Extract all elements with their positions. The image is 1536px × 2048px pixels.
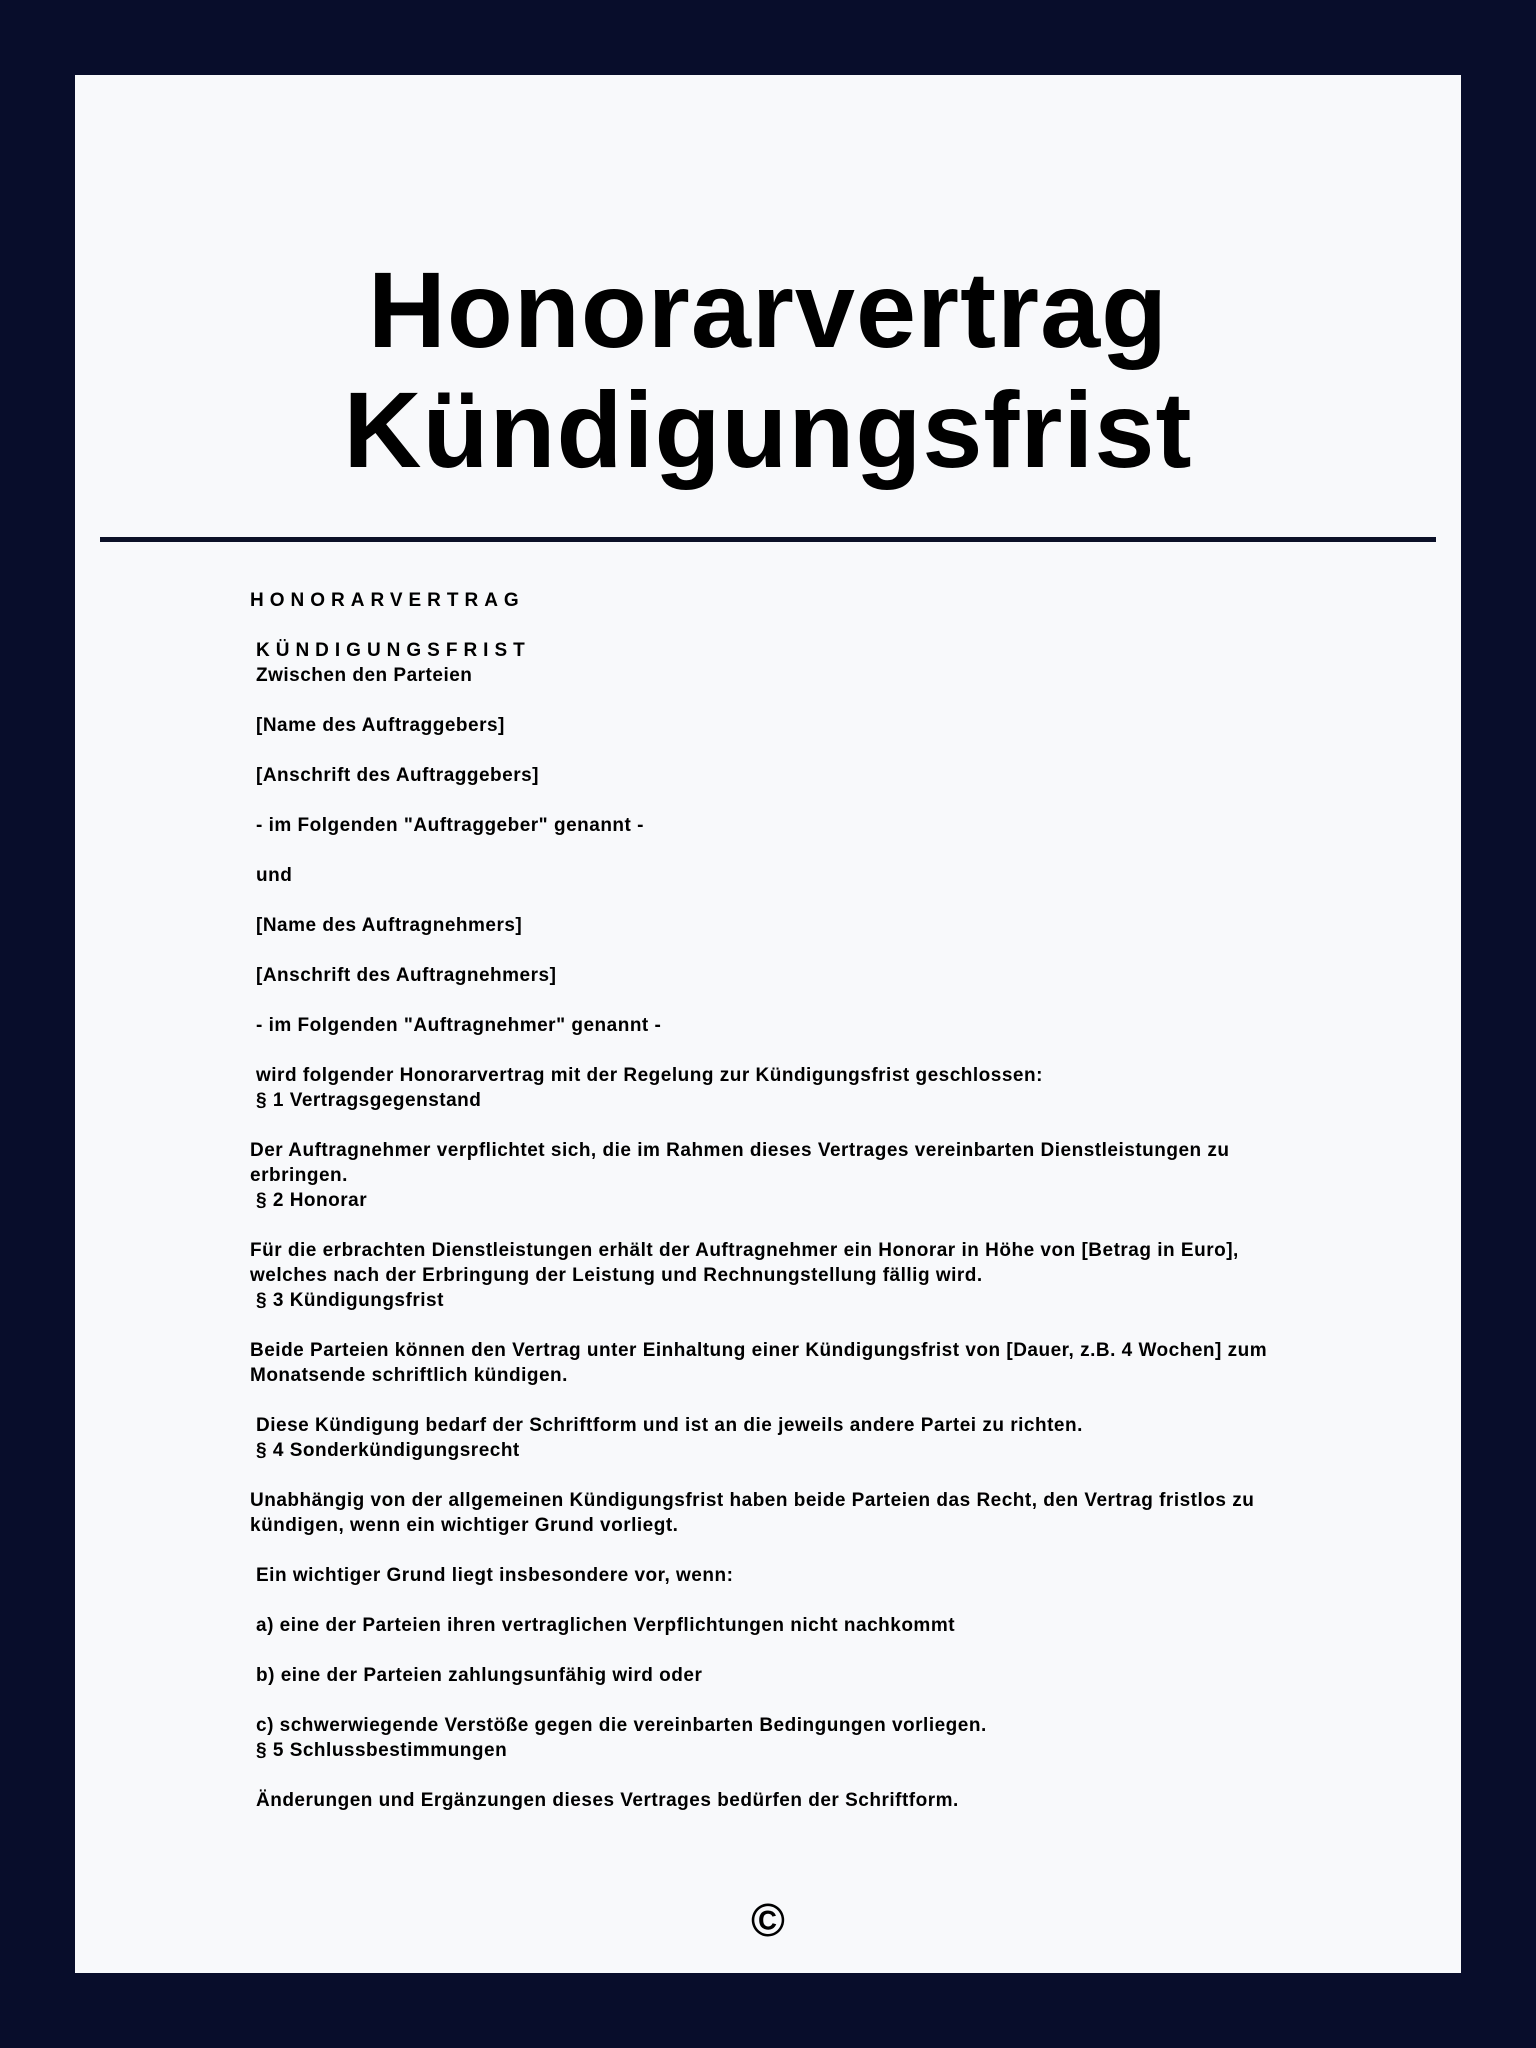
section-2-heading: § 2 Honorar [256, 1190, 368, 1211]
document-page [75, 75, 1461, 1973]
document-body [250, 588, 1380, 1813]
conclusion-text: wird folgender Honorarvertrag mit der Regelung zur Kündigungsfrist geschlossen: [256, 1065, 1043, 1086]
title-line-1: Honorarvertrag [367, 249, 1169, 370]
section-1-heading: § 1 Vertragsgegenstand [256, 1090, 482, 1111]
section-4-text-line-1: Unabhängig von der allgemeinen Kündigungsfrist haben beide Parteien das Recht, den Vertrag fristlos zu [250, 1490, 1255, 1511]
title-divider [100, 537, 1436, 542]
section-4-item-c: c) schwerwiegende Verstöße gegen die vereinbarten Bedingungen vorliegen. [256, 1715, 987, 1736]
section-3-text-line-2: Monatsende schriftlich kündigen. [250, 1365, 568, 1386]
doc-heading-1: HONORARVERTRAG [250, 590, 525, 611]
section-1-text-line-1: Der Auftragnehmer verpflichtet sich, die im Rahmen dieses Vertrages vereinbarten Dienstleistungen zu [250, 1140, 1230, 1161]
section-5-text: Änderungen und Ergänzungen dieses Vertrages bedürfen der Schriftform. [256, 1790, 959, 1811]
client-name: [Name des Auftraggebers] [256, 715, 505, 736]
section-4-heading: § 4 Sonderkündigungsrecht [256, 1440, 520, 1461]
client-address: [Anschrift des Auftraggebers] [256, 765, 539, 786]
section-3-heading: § 3 Kündigungsfrist [256, 1290, 444, 1311]
section-4-text-line-2: kündigen, wenn ein wichtiger Grund vorliegt. [250, 1515, 679, 1536]
section-1-text-line-2: erbringen. [250, 1165, 348, 1186]
section-3-text-line-1: Beide Parteien können den Vertrag unter Einhaltung einer Kündigungsfrist von [Dauer, z.B. 4 Wochen] zum [250, 1340, 1268, 1361]
section-4-text-2: Ein wichtiger Grund liegt insbesondere vor, wenn: [256, 1565, 734, 1586]
section-5-heading: § 5 Schlussbestimmungen [256, 1740, 508, 1761]
contractor-name: [Name des Auftragnehmers] [256, 915, 523, 936]
copyright-symbol: © [751, 1894, 785, 1946]
doc-heading-2: KÜNDIGUNGSFRIST [256, 640, 531, 661]
section-2-text-line-2: welches nach der Erbringung der Leistung und Rechnungstellung fällig wird. [250, 1265, 983, 1286]
section-3-text-2: Diese Kündigung bedarf der Schriftform und ist an die jeweils andere Partei zu richten. [256, 1415, 1083, 1436]
client-designation: - im Folgenden "Auftraggeber" genannt - [256, 815, 644, 836]
section-4-item-b: b) eine der Parteien zahlungsunfähig wird oder [256, 1665, 703, 1686]
contractor-address: [Anschrift des Auftragnehmers] [256, 965, 557, 986]
intro-text: Zwischen den Parteien [256, 665, 473, 686]
section-4-item-a: a) eine der Parteien ihren vertraglichen Verpflichtungen nicht nachkommt [256, 1615, 956, 1636]
contractor-designation: - im Folgenden "Auftragnehmer" genannt - [256, 1015, 662, 1036]
page-title [75, 250, 1461, 490]
title-line-2: Kündigungsfrist [343, 369, 1193, 490]
section-2-text-line-1: Für die erbrachten Dienstleistungen erhält der Auftragnehmer ein Honorar in Höhe von [Betrag in Euro], [250, 1240, 1239, 1261]
and-text: und [256, 865, 293, 886]
